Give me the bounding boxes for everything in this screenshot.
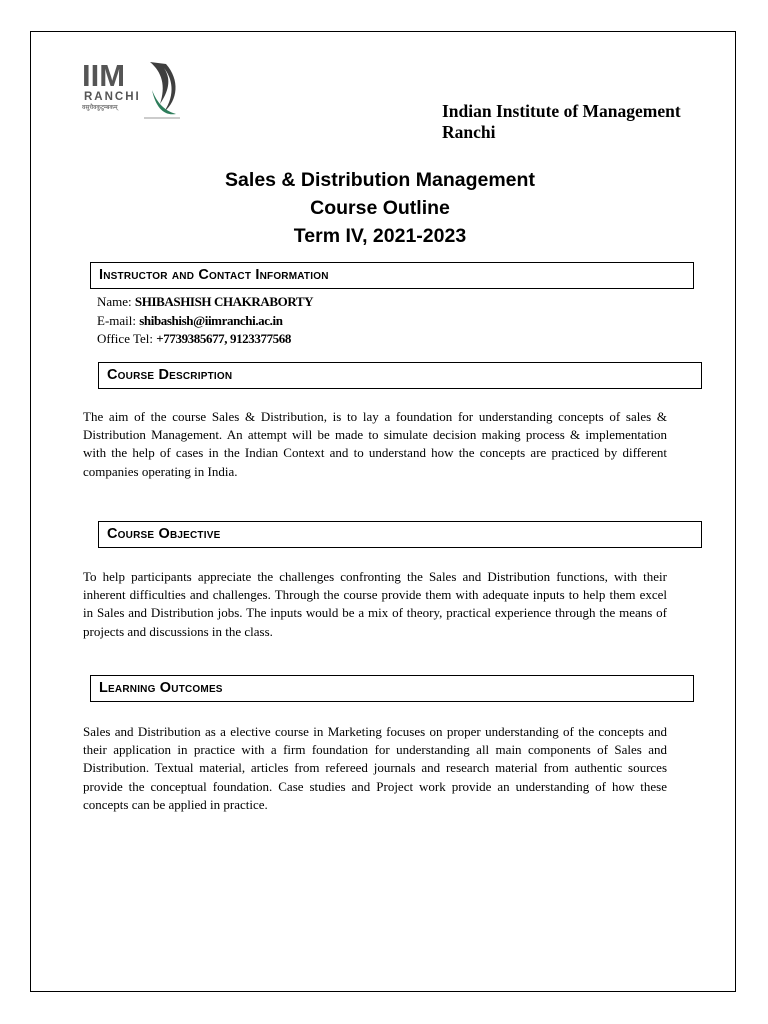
description-heading: Course Description [98,362,702,389]
email-line [97,312,313,331]
instructor-name-line [97,293,313,312]
course-outline-title: Course Outline [310,197,450,219]
tel-label: Office Tel: [97,331,157,346]
instructor-tel: +7739385677, 9123377568 [156,331,291,346]
name-label: Name: [97,294,135,309]
course-title: Sales & Distribution Management [225,169,535,191]
document-title [0,166,760,250]
logo-motto: वसुधैवकुटुम्बकम् [82,104,118,111]
outcomes-text: Sales and Distribution as a elective course in Marketing focuses on proper understanding of the concepts and their application in practice with a firm foundation for understanding all main components of Sales and Distribution. Textual material, articles from refereed journals and research material from authentic sources provide the conceptual foundation. Case studies and Project work provide an understanding of how these concepts can be applied in practice. [83,724,667,812]
instructor-email[interactable]: shibashish@iimranchi.ac.in [139,312,283,328]
description-text: The aim of the course Sales & Distribution, is to lay a foundation for understanding concepts of sales & Distribution Management. An attempt will be made to simulate decision making process & implementation with the help of cases in the Indian Context and to understand how the concepts are practiced by different companies operating in India. [83,409,667,479]
institute-line2: Ranchi [442,122,496,142]
bird-logo-icon [142,60,182,120]
instructor-name: SHIBASHISH CHAKRABORTY [134,294,314,309]
instructor-heading: Instructor and Contact Information [90,262,694,289]
contact-info [97,293,313,349]
iim-ranchi-logo [82,60,182,120]
objective-text: To help participants appreciate the challenges confronting the Sales and Distribution functions, with their inherent difficulties and challenges. Through the course provide them with adequate inputs to help them excel in Sales and Distribution jobs. The inputs would be a mix of theory, practical experience through the means of projects and discussions in the class. [83,569,667,639]
term-title: Term IV, 2021-2023 [293,225,467,247]
logo-text: IIM [82,58,126,93]
logo-subtext: RANCHI [84,91,141,103]
outcomes-heading: Learning Outcomes [90,675,694,702]
institute-line1: Indian Institute of Management [442,101,681,121]
institute-name [442,101,681,143]
objective-heading: Course Objective [98,521,702,548]
email-label: E-mail: [97,312,140,328]
tel-line [97,330,313,349]
